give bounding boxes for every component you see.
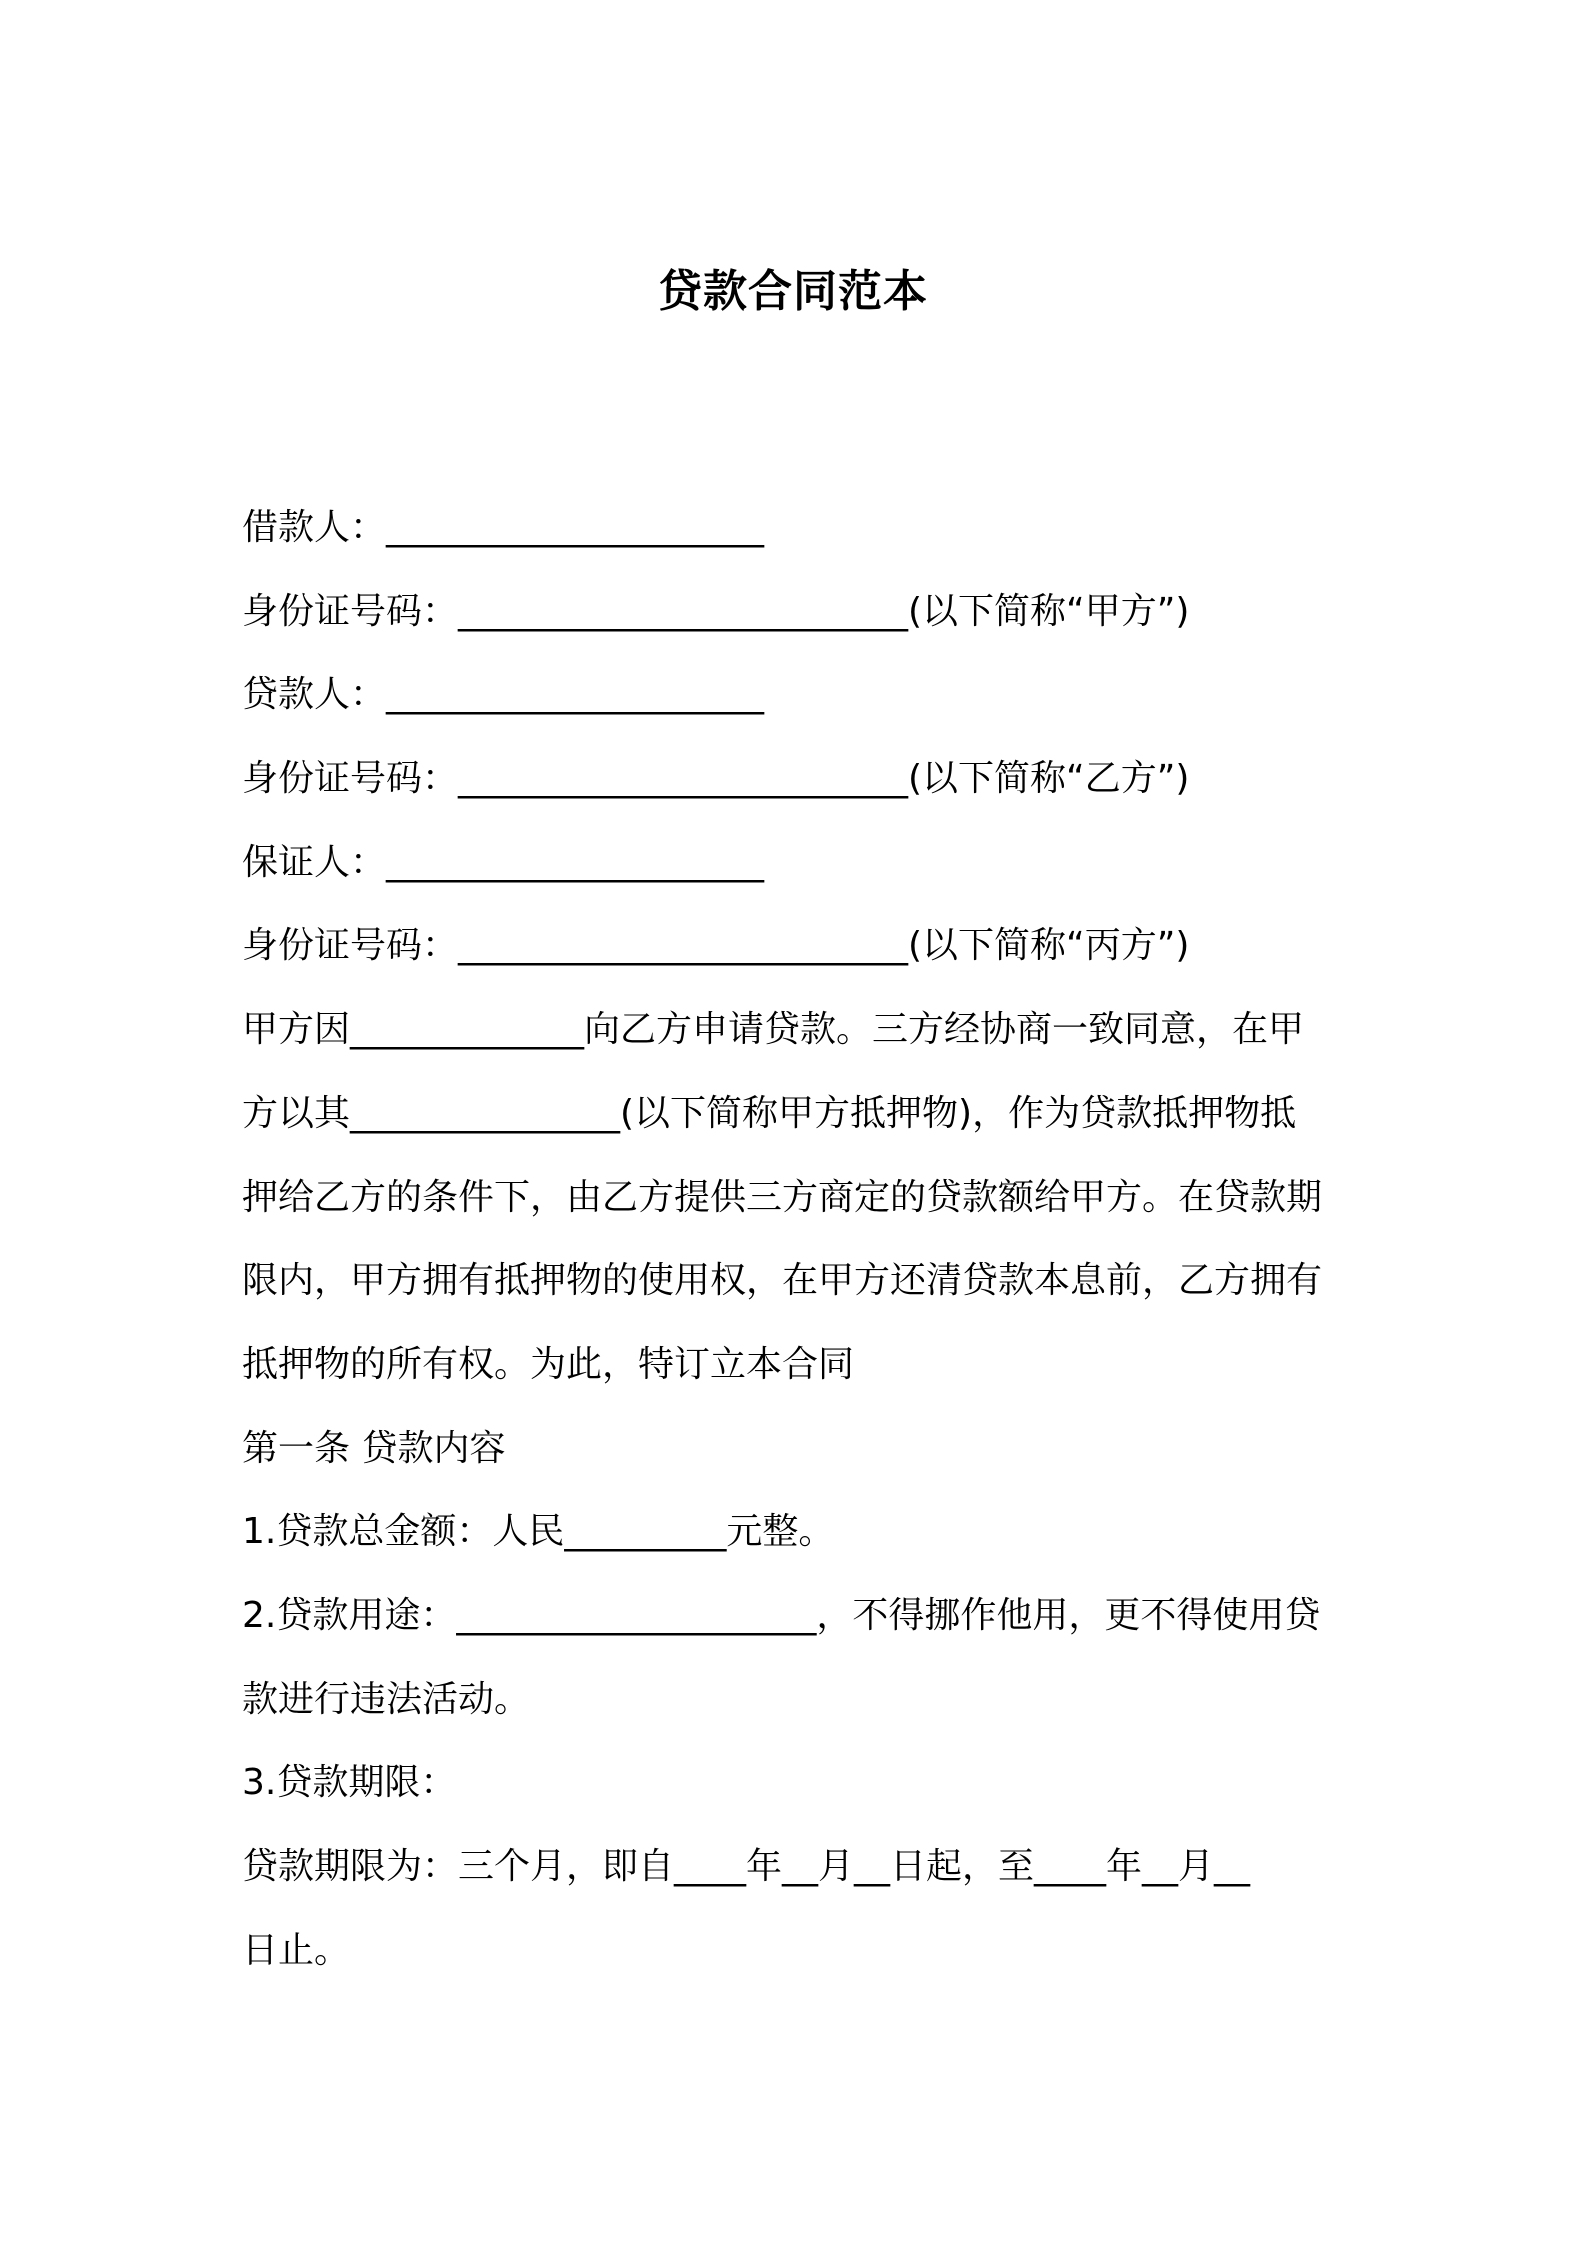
lender-line: 贷款人：_____________________: [242, 674, 765, 716]
preamble-line: 限内，甲方拥有抵押物的使用权，在甲方还清贷款本息前，乙方拥有: [242, 1260, 1323, 1302]
document-title: 贷款合同范本: [658, 266, 928, 317]
guarantor-id-line: 身份证号码：_________________________(以下简称“丙方”): [242, 925, 1190, 967]
article-heading: 第一条 贷款内容: [242, 1427, 506, 1469]
clause-line: 日止。: [242, 1929, 351, 1971]
clause-line: 款进行违法活动。: [242, 1678, 531, 1720]
preamble-line: 甲方因_____________向乙方申请贷款。三方经协商一致同意，在甲: [242, 1009, 1305, 1051]
clause-line: 3.贷款期限：: [242, 1762, 457, 1804]
document-body: [242, 498, 1362, 2004]
borrower-id-line: 身份证号码：_________________________(以下简称“甲方”): [242, 590, 1190, 632]
clause-line: 2.贷款用途：____________________，不得挪作他用，更不得使用贷: [242, 1594, 1321, 1636]
lender-id-line: 身份证号码：_________________________(以下简称“乙方”): [242, 758, 1190, 800]
guarantor-line: 保证人：_____________________: [242, 841, 765, 883]
clause-line: 贷款期限为：三个月，即自____年__月__日起，至____年__月__: [242, 1846, 1251, 1887]
borrower-line: 借款人：_____________________: [242, 507, 765, 548]
preamble-line: 方以其_______________(以下简称甲方抵押物)，作为贷款抵押物抵: [242, 1092, 1297, 1134]
clause-line: 1.贷款总金额：人民_________元整。: [242, 1511, 835, 1553]
preamble-line: 抵押物的所有权。为此，特订立本合同: [242, 1343, 855, 1385]
preamble-line: 押给乙方的条件下，由乙方提供三方商定的贷款额给甲方。在贷款期: [242, 1176, 1323, 1218]
